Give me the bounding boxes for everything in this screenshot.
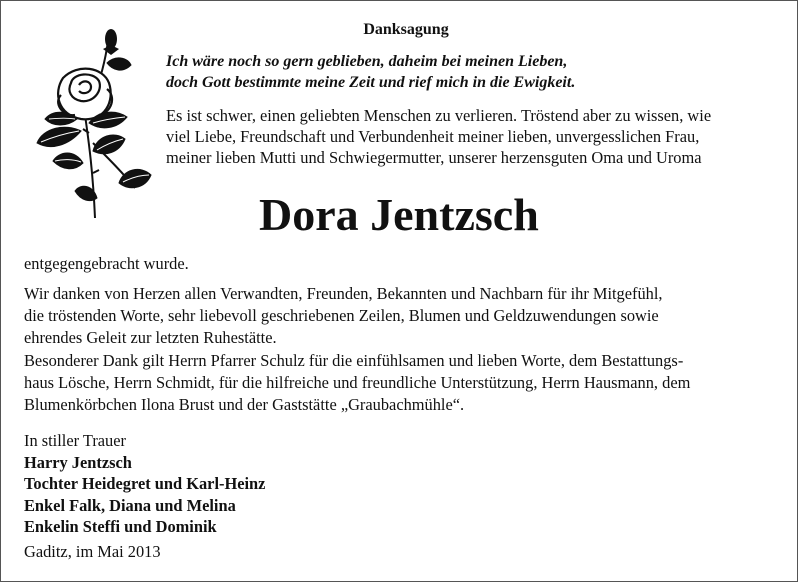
continuation-text bbox=[24, 253, 784, 275]
intro-line: Es ist schwer, einen geliebten Menschen zu verlieren. Tröstend aber zu wissen, wie bbox=[166, 106, 712, 125]
intro-line: viel Liebe, Freundschaft und Verbundenheit meiner lieben, unvergesslichen Frau, bbox=[166, 127, 700, 146]
continuation-line: entgegengebracht wurde. bbox=[24, 254, 189, 273]
motto-verse bbox=[166, 51, 786, 93]
signatory: Tochter Heidegret und Karl-Heinz bbox=[24, 474, 266, 493]
signatory: Enkelin Steffi und Dominik bbox=[24, 517, 217, 536]
paragraph-line: Besonderer Dank gilt Herrn Pfarrer Schulz für die einfühlsamen und lieben Worte, dem Bestattungs- bbox=[24, 351, 684, 370]
paragraph-line: ehrendes Geleit zur letzten Ruhestätte. bbox=[24, 328, 277, 347]
deceased-name: Dora Jentzsch bbox=[259, 189, 539, 240]
paragraph-line: Blumenkörbchen Ilona Brust und der Gaststätte „Graubachmühle“. bbox=[24, 395, 465, 414]
notice-title: Danksagung bbox=[363, 21, 449, 38]
intro-paragraph bbox=[166, 105, 786, 168]
signatory: Harry Jentzsch bbox=[24, 452, 132, 472]
motto-line: doch Gott bestimmte meine Zeit und rief mich in die Ewigkeit. bbox=[166, 74, 576, 91]
place-date: Gaditz, im Mai 2013 bbox=[24, 542, 161, 561]
signatures-block bbox=[24, 430, 265, 538]
motto-line: Ich wäre noch so gern geblieben, daheim bei meinen Lieben, bbox=[166, 53, 568, 70]
thanks-paragraph bbox=[24, 283, 784, 349]
mourning-label: In stiller Trauer bbox=[24, 431, 126, 450]
rose-illustration bbox=[23, 23, 153, 223]
paragraph-line: die tröstenden Worte, sehr liebevoll geschriebenen Zeilen, Blumen und Geldzuwendungen sowie bbox=[24, 306, 659, 325]
signatory: Enkel Falk, Diana und Melina bbox=[24, 495, 236, 515]
intro-line: meiner lieben Mutti und Schwiegermutter, unserer herzensguten Oma und Uroma bbox=[166, 148, 702, 167]
special-thanks-paragraph bbox=[24, 350, 784, 416]
paragraph-line: haus Lösche, Herrn Schmidt, für die hilfreiche und freundliche Unterstützung, Herrn Hausmann, dem bbox=[24, 373, 691, 392]
paragraph-line: Wir danken von Herzen allen Verwandten, Freunden, Bekannten und Nachbarn für ihr Mitgefühl, bbox=[24, 284, 663, 303]
